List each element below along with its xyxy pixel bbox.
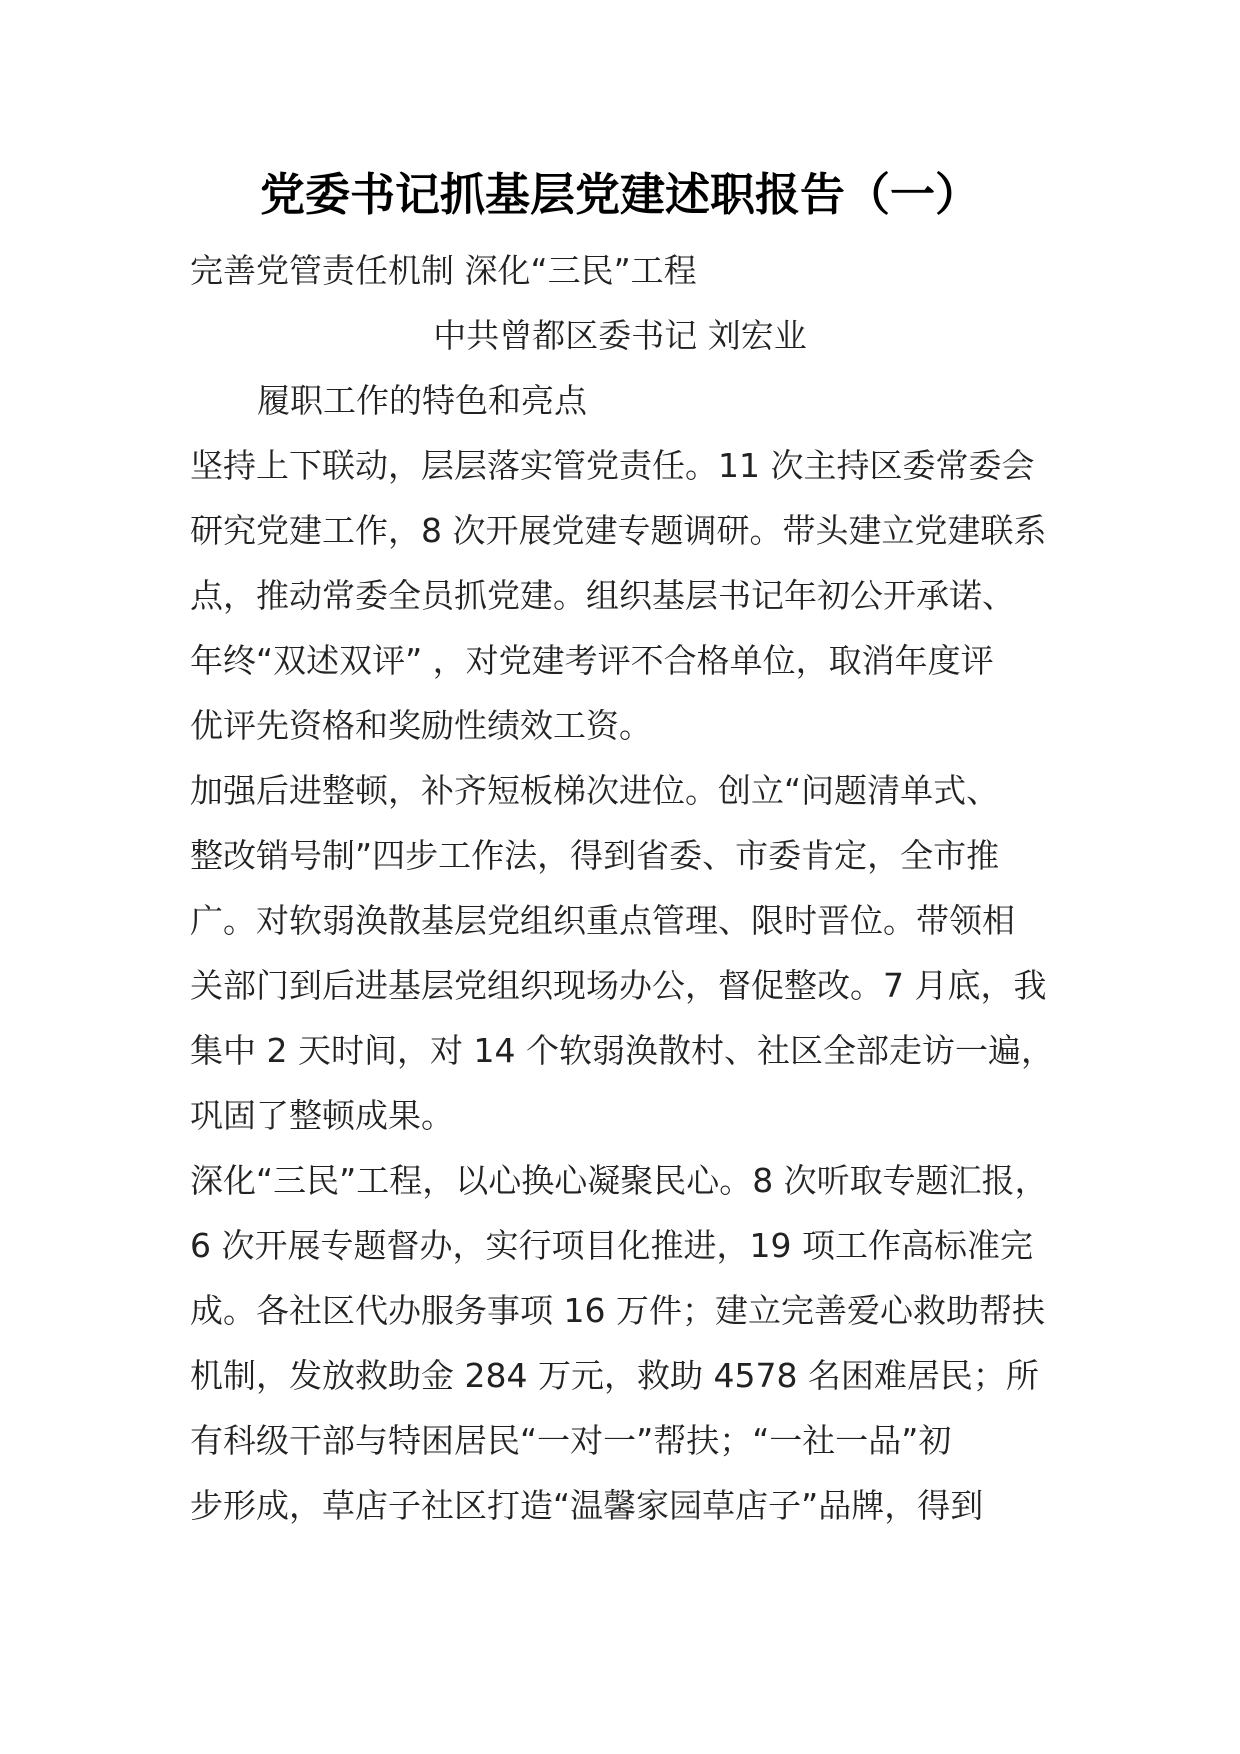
paragraph-2 (190, 758, 1090, 1148)
paragraph-line: 点，推动常委全员抓党建。组织基层书记年初公开承诺、 (190, 576, 1015, 615)
paragraph-line: 优评先资格和奖励性绩效工资。 (190, 706, 652, 745)
paragraph-line: 有科级干部与特困居民“一对一”帮扶；“一社一品”初 (190, 1421, 952, 1460)
paragraph-line: 6 次开展专题督办，实行项目化推进，19 项工作高标准完 (190, 1226, 1033, 1265)
section-heading: 履职工作的特色和亮点 (257, 381, 587, 420)
paragraph-3 (190, 1148, 1090, 1538)
paragraph-line: 广。对软弱涣散基层党组织重点管理、限时晋位。带领相 (190, 901, 1015, 940)
paragraph-line: 年终“双述双评” ，对党建考评不合格单位，取消年度评 (190, 641, 994, 680)
paragraph-line: 巩固了整顿成果。 (190, 1096, 454, 1135)
paragraph-line: 关部门到后进基层党组织现场办公，督促整改。7 月底，我 (190, 966, 1047, 1005)
document-subtitle: 完善党管责任机制 深化“三民”工程 (190, 251, 697, 290)
paragraph-line: 整改销号制”四步工作法，得到省委、市委肯定，全市推 (190, 836, 1000, 875)
paragraph-1 (190, 433, 1090, 758)
document-author: 中共曾都区委书记 刘宏业 (433, 316, 807, 355)
paragraph-line: 机制，发放救助金 284 万元，救助 4578 名困难居民；所 (190, 1356, 1039, 1395)
paragraph-line: 深化“三民”工程，以心换心凝聚民心。8 次听取专题汇报， (190, 1161, 1048, 1200)
paragraph-line: 坚持上下联动，层层落实管党责任。11 次主持区委常委会 (190, 446, 1035, 485)
paragraph-line: 步形成，草店子社区打造“温馨家园草店子”品牌，得到 (190, 1486, 984, 1525)
paragraph-line: 研究党建工作，8 次开展党建专题调研。带头建立党建联系 (190, 511, 1047, 550)
paragraph-line: 集中 2 天时间，对 14 个软弱涣散村、社区全部走访一遍， (190, 1031, 1054, 1070)
paragraph-line: 成。各社区代办服务事项 16 万件；建立完善爱心救助帮扶 (190, 1291, 1045, 1330)
document-title: 党委书记抓基层党建述职报告（一） (259, 168, 980, 221)
paragraph-line: 加强后进整顿，补齐短板梯次进位。创立“问题清单式、 (190, 771, 1000, 810)
